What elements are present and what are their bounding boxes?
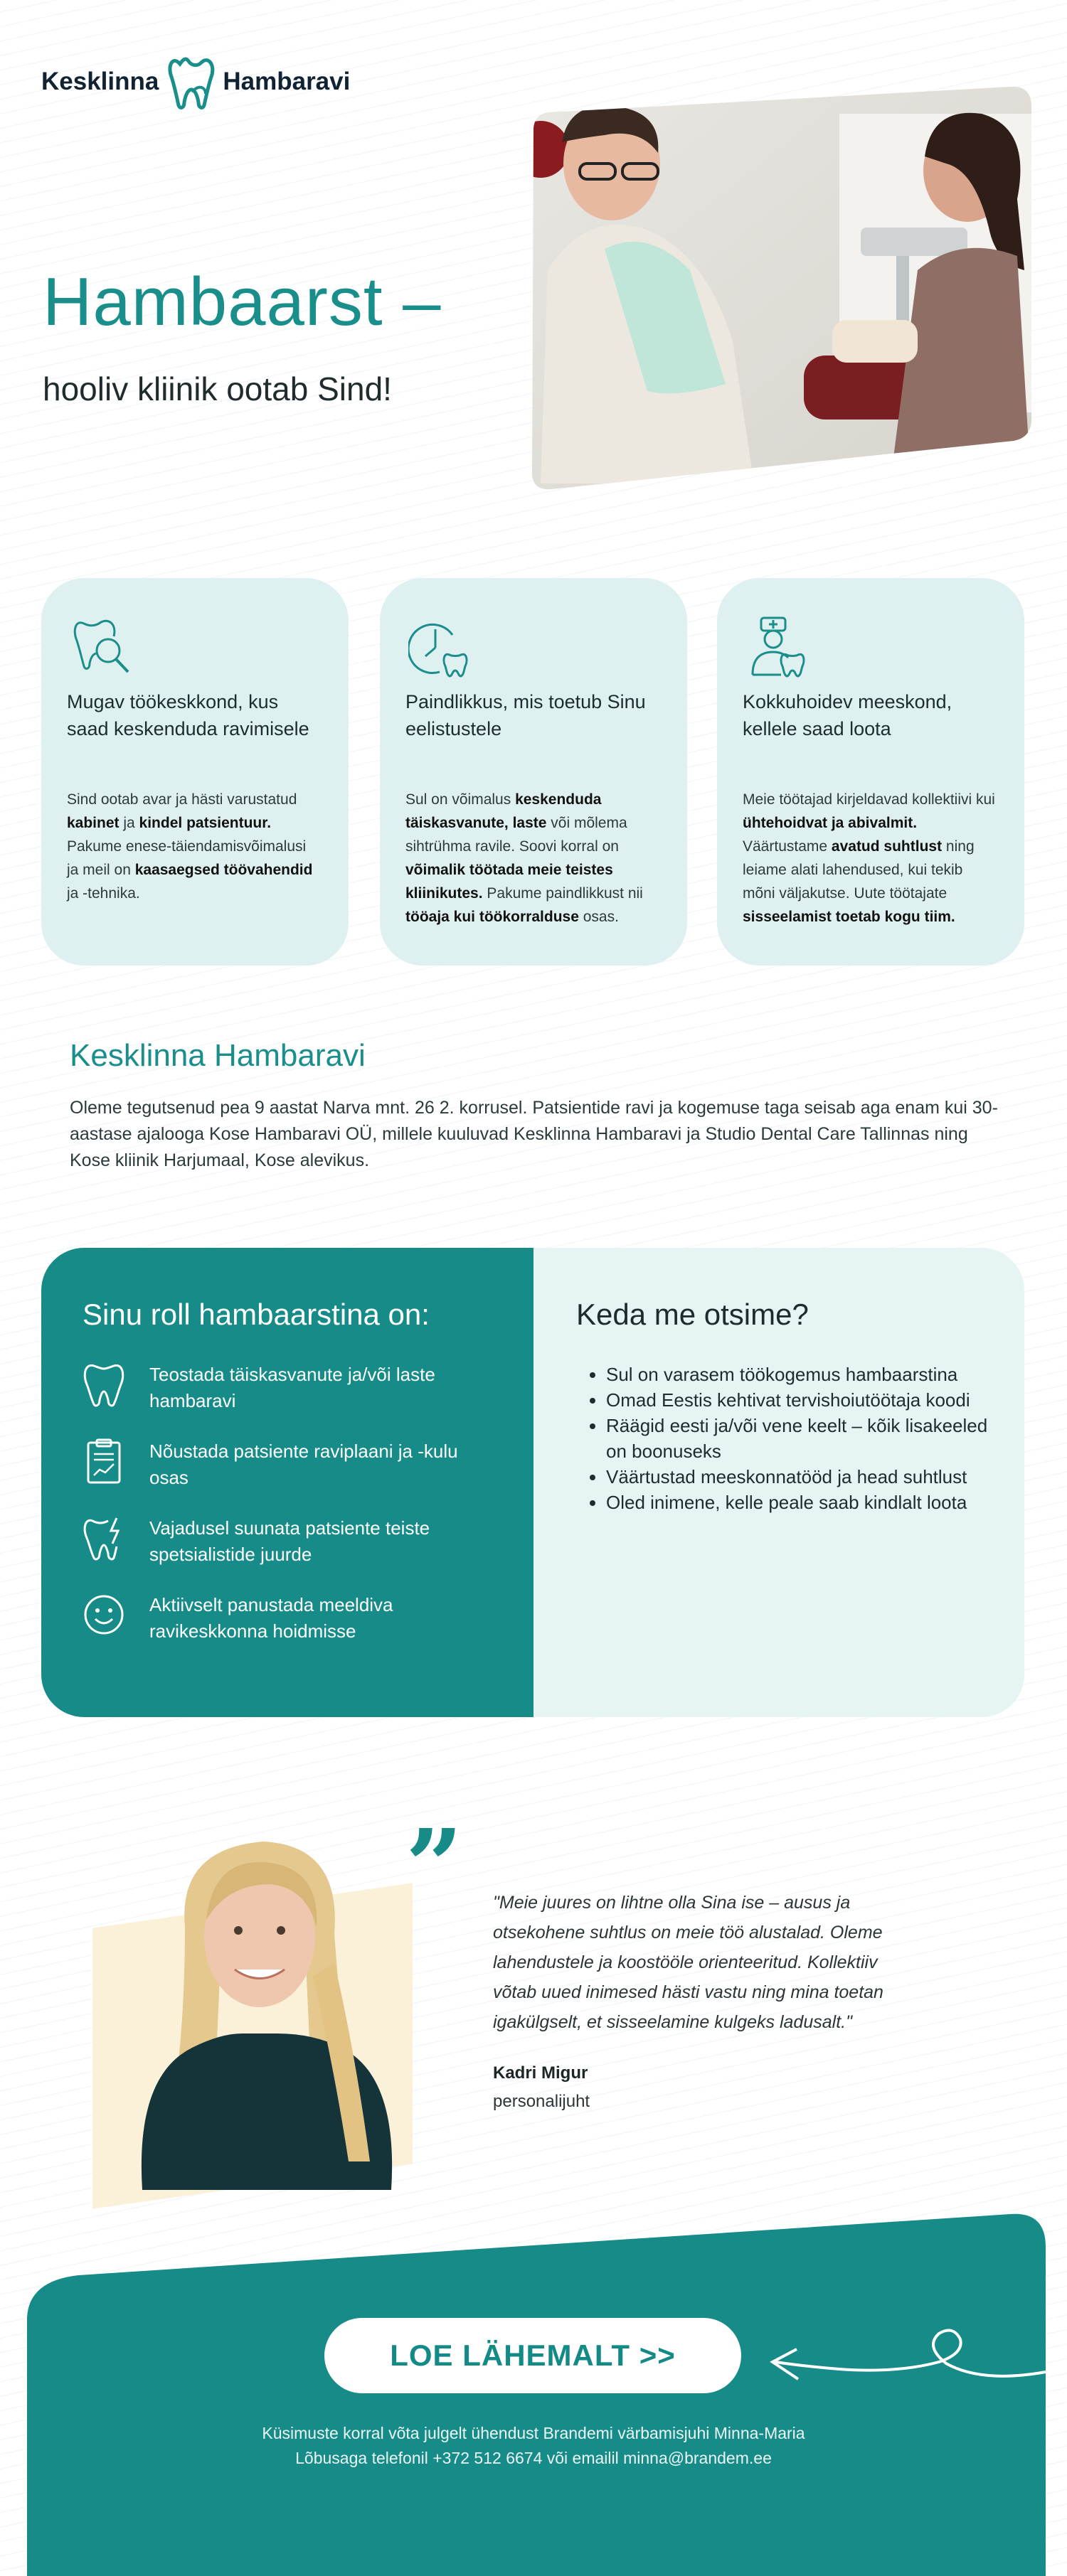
card-body-text: ning leiame alati lahendused, kui tekib mõni väljakutse. Uute töötajate (743, 838, 975, 902)
card-body-emphasis: tööaja kui töökorralduse (405, 909, 579, 925)
benefit-card-2 (380, 578, 687, 966)
card-body-text: Sul on võimalus (405, 791, 516, 808)
role-panel (41, 1248, 534, 1717)
card-body-text: osas. (578, 909, 619, 925)
contact-line-2: Lõbusaga telefonil +372 512 6674 või emailil minna@brandem.ee (295, 2449, 772, 2467)
requirements-panel (534, 1248, 1024, 1717)
quote-author-role: personalijuht (493, 2092, 590, 2111)
card-body (405, 788, 659, 929)
quote-text: "Meie juures on lihtne olla Sina ise – ausus ja otsekohene suhtlus on meie töö alustalad. Oleme lahendustele ja koostööle orienteeritud. Kollektiiv võtab uued inimesed hästi vastu ning mina toetan igakülgselt, et sisseelamine kulgeks ladusalt." (493, 1893, 883, 2032)
portrait-photo (100, 1820, 427, 2190)
hero-subtitle: hooliv kliinik ootab Sind! (43, 370, 392, 407)
tooth-lightning-icon (83, 1515, 125, 1561)
card-body-text: Sind ootab avar ja hästi varustatud (67, 791, 297, 808)
card-body-text: Pakume enese-täiendamisvõimalusi ja meil on (67, 838, 307, 878)
requirement-item: • Räägid eesti ja/või vene keelt – kõik lisakeeled on boonuseks (606, 1413, 990, 1464)
contact-info (107, 2421, 960, 2471)
benefit-card-3 (717, 578, 1024, 966)
role-item (83, 1362, 484, 1414)
requirements-title: Keda me otsime? (576, 1298, 809, 1331)
card-body-emphasis: keskenduda täiskasvanute, laste (405, 791, 602, 831)
role-item-text: Aktiivselt panustada meeldiva ravikeskkonna hoidmisse (149, 1594, 393, 1642)
card-title: Paindlikkus, mis toetub Sinu eelistustele (405, 691, 646, 739)
clipboard-chart-icon (83, 1438, 125, 1484)
tooth-magnifier-icon (70, 614, 134, 678)
requirement-item: • Omad Eestis kehtivat tervishoiutöötaja koodi (606, 1387, 990, 1413)
card-body-emphasis: kabinet (67, 815, 120, 831)
card-body-emphasis: kaasaegsed töövahendid (134, 862, 313, 878)
card-body-text: ja (119, 815, 139, 831)
requirements-list (576, 1362, 990, 1515)
about-text: Oleme tegutsenud pea 9 aastat Narva mnt. 26 2. korrusel. Patsientide ravi ja kogemuse taga seisab aga enam kui 30-aastase ajalooga Kose Hambaravi OÜ, millele kuuluvad Kesklinna Hambaravi ja Studio Dental Care Tallinnas ning Kose kliinik Harjumaal, Kose alevikus. (70, 1098, 998, 1170)
card-body (67, 788, 320, 905)
card-body-emphasis: avatud suhtlust (831, 838, 943, 855)
card-body-emphasis: kindel patsientuur. (139, 815, 272, 831)
card-title: Kokkuhoidev meeskond, kellele saad loota (743, 691, 952, 739)
requirement-item: • Väärtustad meeskonnatööd ja head suhtlust (606, 1464, 990, 1490)
card-body-text: või mõlema sihtrühma ravile. Soovi korral on (405, 815, 627, 855)
role-item-text: Nõustada patsiente raviplaani ja -kulu osas (149, 1441, 458, 1488)
card-body-emphasis: sisseelamist toetab kogu tiim. (743, 909, 955, 925)
card-body-emphasis: võimalik töötada meie teistes kliinikutes. (405, 862, 613, 902)
role-item (83, 1515, 484, 1568)
card-body-text: Pakume paindlikkust nii (482, 885, 643, 902)
nurse-tooth-icon (745, 614, 809, 678)
clock-tooth-icon (408, 614, 472, 678)
card-title: Mugav töökeskkond, kus saad keskenduda ravimisele (67, 691, 309, 739)
quote-mark-icon: ” (405, 1808, 463, 1925)
card-body-text: Väärtustame (743, 838, 832, 855)
smiley-icon (83, 1592, 125, 1637)
about-title: Kesklinna Hambaravi (70, 1038, 366, 1073)
card-body (743, 788, 996, 929)
read-more-button[interactable]: LOE LÄHEMALT >> (324, 2318, 741, 2393)
logo[interactable] (41, 50, 350, 114)
requirement-item: • Oled inimene, kelle peale saab kindlalt loota (606, 1490, 990, 1515)
role-item-text: Vajadusel suunata patsiente teiste spetsialistide juurde (149, 1517, 430, 1565)
role-title: Sinu roll hambaarstina on: (83, 1298, 430, 1331)
tooth-icon (83, 1362, 125, 1407)
hero-photo (519, 85, 1031, 491)
role-item-text: Teostada täiskasvanute ja/või laste hambaravi (149, 1364, 435, 1411)
logo-text-left: Kesklinna (41, 68, 159, 95)
card-body-text: ja -tehnika. (67, 885, 140, 902)
card-body-emphasis: ühtehoidvat ja abivalmit. (743, 815, 918, 831)
tooth-logo-icon (166, 50, 216, 114)
role-item (83, 1592, 484, 1645)
hero-title: Hambaarst – (43, 264, 442, 340)
contact-line-1: Küsimuste korral võta julgelt ühendust Brandemi värbamisjuhi Minna-Maria (262, 2424, 805, 2442)
role-item (83, 1438, 484, 1491)
card-body-text: Meie töötajad kirjeldavad kollektiivi kui (743, 791, 995, 808)
requirement-item: • Sul on varasem töökogemus hambaarstina (606, 1362, 990, 1387)
logo-text-right: Hambaravi (223, 68, 351, 95)
benefit-card-1 (41, 578, 349, 966)
quote-author-name: Kadri Migur (493, 2063, 588, 2083)
